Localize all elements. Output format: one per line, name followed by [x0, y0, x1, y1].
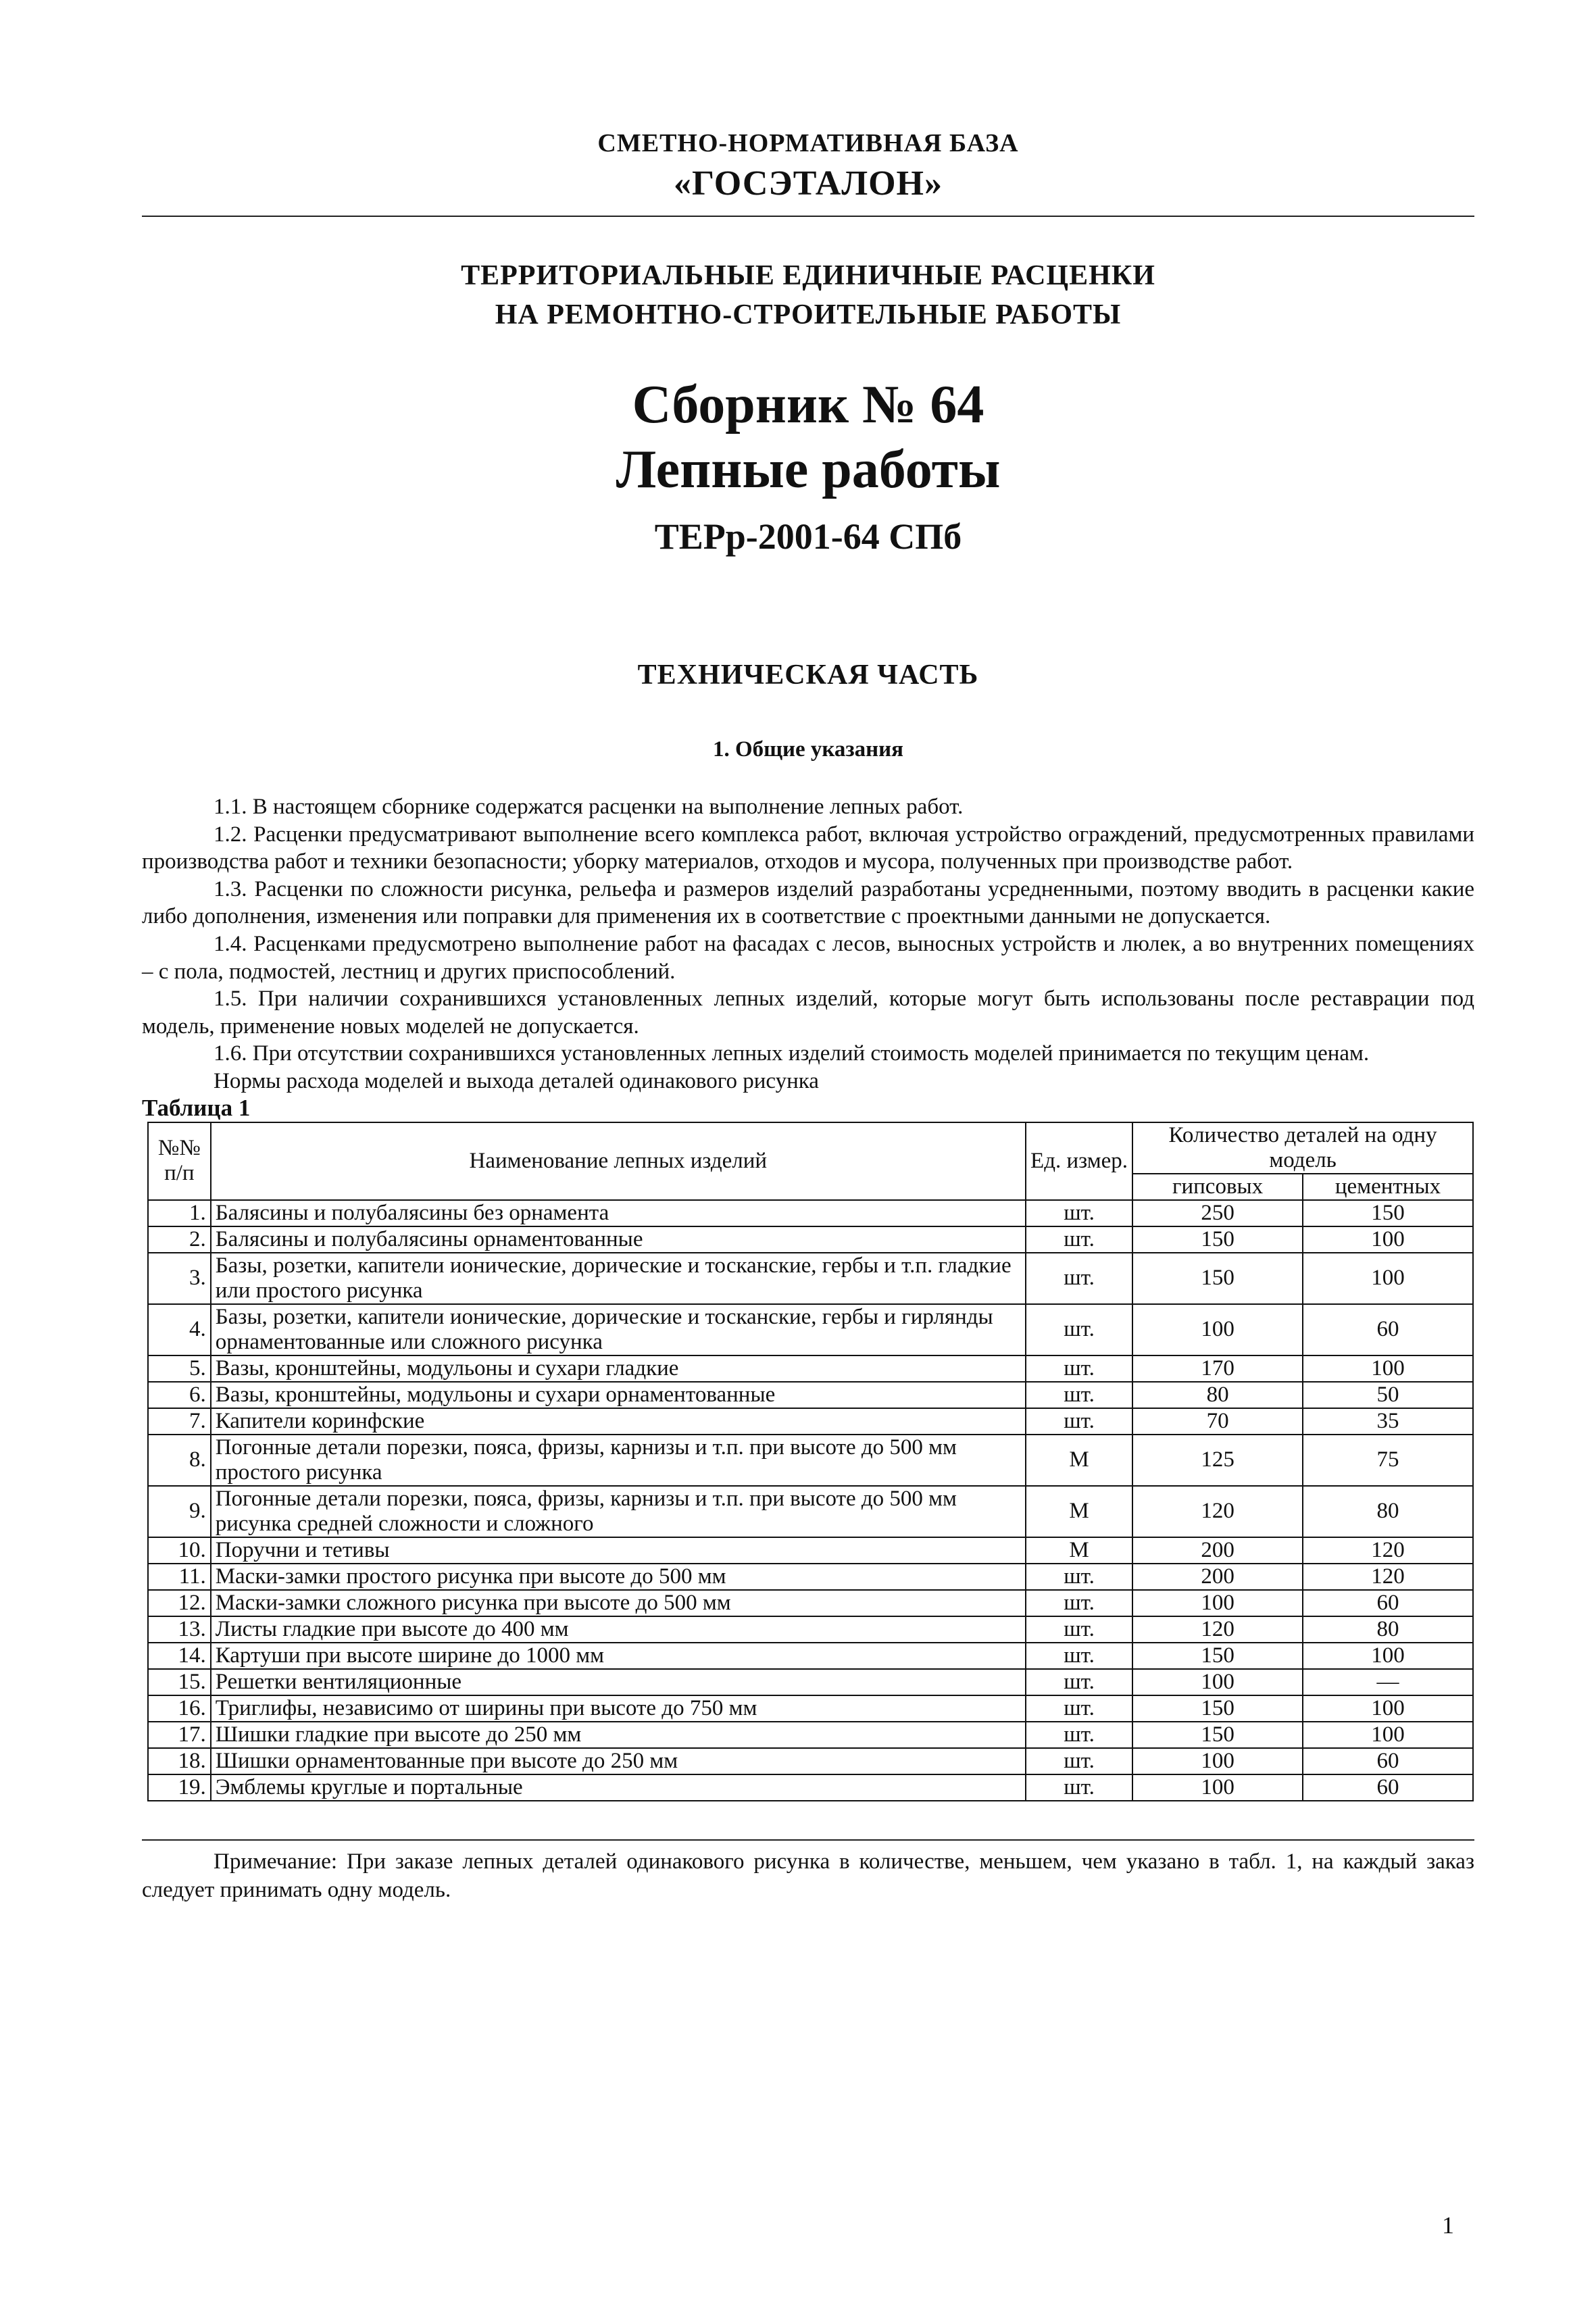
table-row: [148, 1408, 1473, 1435]
table-row: [148, 1537, 1473, 1564]
title-block: [142, 256, 1474, 334]
cement-qty: 50: [1303, 1382, 1473, 1408]
item-name: Картуши при высоте ширине до 1000 мм: [211, 1643, 1026, 1669]
table-row: [148, 1435, 1473, 1486]
paragraph-1-2: 1.2. Расценки предусматривают выполнение всего комплекса работ, включая устройство ограждений, предусмотренных правилами производства работ и техники безопасности; уборку материалов, отходов и мусора, полученных при производстве работ.: [142, 822, 1474, 874]
item-name: Шишки орнаментованные при высоте до 250 мм: [211, 1748, 1026, 1774]
item-unit: шт.: [1026, 1355, 1132, 1382]
cement-qty: 100: [1303, 1355, 1473, 1382]
col-header-number: №№ п/п: [148, 1122, 211, 1200]
gypsum-qty: 150: [1132, 1722, 1303, 1748]
row-number: 13.: [148, 1616, 211, 1643]
cement-qty: 100: [1303, 1695, 1473, 1722]
gypsum-qty: 100: [1132, 1774, 1303, 1801]
gypsum-qty: 150: [1132, 1226, 1303, 1253]
table-row: [148, 1382, 1473, 1408]
document-page: [142, 128, 1474, 1904]
table-footnote: Примечание: При заказе лепных деталей одинакового рисунка в количестве, меньшем, чем указано в табл. 1, на каждый заказ следует принимать одну модель.: [142, 1839, 1474, 1904]
row-number: 11.: [148, 1564, 211, 1590]
header-base-name: СМЕТНО-НОРМАТИВНАЯ БАЗА: [597, 129, 1019, 157]
table-row: [148, 1564, 1473, 1590]
row-number: 6.: [148, 1382, 211, 1408]
item-name: Листы гладкие при высоте до 400 мм: [211, 1616, 1026, 1643]
item-unit: шт.: [1026, 1408, 1132, 1435]
table-label: Таблица 1: [142, 1094, 251, 1121]
technical-part-heading: ТЕХНИЧЕСКАЯ ЧАСТЬ: [637, 659, 979, 691]
row-number: 10.: [148, 1537, 211, 1564]
item-name: Погонные детали порезки, пояса, фризы, карнизы и т.п. при высоте до 500 мм рисунка средней сложности и сложного: [211, 1486, 1026, 1537]
cement-qty: 100: [1303, 1253, 1473, 1304]
item-name: Базы, розетки, капители ионические, дорические и тосканские, гербы и т.п. гладкие или простого рисунка: [211, 1253, 1026, 1304]
gypsum-qty: 150: [1132, 1253, 1303, 1304]
row-number: 4.: [148, 1304, 211, 1355]
table-row: [148, 1355, 1473, 1382]
table-row: [148, 1774, 1473, 1801]
cement-qty: 150: [1303, 1200, 1473, 1226]
cement-qty: 80: [1303, 1486, 1473, 1537]
item-name: Базы, розетки, капители ионические, дорические и тосканские, гербы и гирлянды орнаментованные или сложного рисунка: [211, 1304, 1026, 1355]
item-name: Вазы, кронштейны, модульоны и сухари гладкие: [211, 1355, 1026, 1382]
paragraph-1-4: 1.4. Расценками предусмотрено выполнение работ на фасадах с лесов, выносных устройств и люлек, а во внутренних помещениях – с пола, подмостей, лестниц и других приспособлений.: [142, 931, 1474, 984]
gypsum-qty: 120: [1132, 1486, 1303, 1537]
col-header-gypsum: гипсовых: [1132, 1174, 1303, 1200]
gypsum-qty: 150: [1132, 1695, 1303, 1722]
section-heading: 1. Общие указания: [712, 737, 904, 762]
table-row: [148, 1722, 1473, 1748]
table-row: [148, 1253, 1473, 1304]
table-row: [148, 1643, 1473, 1669]
cement-qty: —: [1303, 1669, 1473, 1695]
item-name: Балясины и полубалясины без орнамента: [211, 1200, 1026, 1226]
gypsum-qty: 200: [1132, 1537, 1303, 1564]
table-row: [148, 1304, 1473, 1355]
norms-caption: Нормы расхода моделей и выхода деталей одинакового рисунка: [214, 1068, 819, 1093]
gypsum-qty: 100: [1132, 1304, 1303, 1355]
norms-table: [147, 1122, 1474, 1801]
cement-qty: 120: [1303, 1564, 1473, 1590]
item-name: Балясины и полубалясины орнаментованные: [211, 1226, 1026, 1253]
item-unit: шт.: [1026, 1616, 1132, 1643]
paragraph-1-3: 1.3. Расценки по сложности рисунка, рельефа и размеров изделий разработаны усредненными, поэтому вводить в расценки какие либо дополнения, изменения или поправки для применения их в соответствие с проектными данными не допускается.: [142, 876, 1474, 929]
table-row: [148, 1669, 1473, 1695]
gypsum-qty: 100: [1132, 1590, 1303, 1616]
item-unit: шт.: [1026, 1382, 1132, 1408]
item-unit: шт.: [1026, 1748, 1132, 1774]
col-header-unit: Ед. измер.: [1026, 1122, 1132, 1200]
item-name: Капители коринфские: [211, 1408, 1026, 1435]
cement-qty: 80: [1303, 1616, 1473, 1643]
table-row: [148, 1226, 1473, 1253]
gypsum-qty: 80: [1132, 1382, 1303, 1408]
gypsum-qty: 100: [1132, 1748, 1303, 1774]
row-number: 5.: [148, 1355, 211, 1382]
item-unit: М: [1026, 1537, 1132, 1564]
item-unit: шт.: [1026, 1643, 1132, 1669]
item-name: Поручни и тетивы: [211, 1537, 1026, 1564]
gypsum-qty: 100: [1132, 1669, 1303, 1695]
gypsum-qty: 120: [1132, 1616, 1303, 1643]
item-name: Погонные детали порезки, пояса, фризы, карнизы и т.п. при высоте до 500 мм простого рисунка: [211, 1435, 1026, 1486]
cement-qty: 60: [1303, 1590, 1473, 1616]
gypsum-qty: 70: [1132, 1408, 1303, 1435]
table-row: [148, 1616, 1473, 1643]
col-header-quantity: Количество деталей на одну модель: [1132, 1122, 1473, 1174]
gypsum-qty: 200: [1132, 1564, 1303, 1590]
item-unit: шт.: [1026, 1669, 1132, 1695]
item-name: Шишки гладкие при высоте до 250 мм: [211, 1722, 1026, 1748]
paragraph-1-6: 1.6. При отсутствии сохранившихся установленных лепных изделий стоимость моделей принимается по текущим ценам.: [214, 1041, 1370, 1066]
collection-number: Сборник № 64: [632, 375, 984, 434]
cement-qty: 60: [1303, 1748, 1473, 1774]
paragraph-1-5: 1.5. При наличии сохранившихся установленных лепных изделий, которые могут быть использованы после реставрации под модель, применение новых моделей не допускается.: [142, 987, 1474, 1039]
row-number: 19.: [148, 1774, 211, 1801]
cement-qty: 100: [1303, 1226, 1473, 1253]
item-name: Решетки вентиляционные: [211, 1669, 1026, 1695]
col-header-name: Наименование лепных изделий: [211, 1122, 1026, 1200]
cement-qty: 100: [1303, 1722, 1473, 1748]
row-number: 7.: [148, 1408, 211, 1435]
row-number: 16.: [148, 1695, 211, 1722]
collection-block: [142, 372, 1474, 502]
cement-qty: 35: [1303, 1408, 1473, 1435]
cement-qty: 75: [1303, 1435, 1473, 1486]
item-name: Триглифы, независимо от ширины при высоте до 750 мм: [211, 1695, 1026, 1722]
item-unit: шт.: [1026, 1253, 1132, 1304]
table-row: [148, 1200, 1473, 1226]
table-row: [148, 1590, 1473, 1616]
row-number: 14.: [148, 1643, 211, 1669]
cement-qty: 120: [1303, 1537, 1473, 1564]
table-row: [148, 1486, 1473, 1537]
item-name: Маски-замки сложного рисунка при высоте до 500 мм: [211, 1590, 1026, 1616]
row-number: 15.: [148, 1669, 211, 1695]
collection-name: Лепные работы: [616, 440, 1001, 499]
item-unit: шт.: [1026, 1564, 1132, 1590]
table-row: [148, 1748, 1473, 1774]
item-unit: шт.: [1026, 1304, 1132, 1355]
row-number: 18.: [148, 1748, 211, 1774]
row-number: 9.: [148, 1486, 211, 1537]
row-number: 3.: [148, 1253, 211, 1304]
paragraph-1-1: 1.1. В настоящем сборнике содержатся расценки на выполнение лепных работ.: [214, 795, 964, 819]
item-name: Вазы, кронштейны, модульоны и сухари орнаментованные: [211, 1382, 1026, 1408]
page-number: 1: [1442, 2212, 1454, 2239]
col-header-cement: цементных: [1303, 1174, 1473, 1200]
item-unit: М: [1026, 1486, 1132, 1537]
gypsum-qty: 125: [1132, 1435, 1303, 1486]
item-unit: шт.: [1026, 1226, 1132, 1253]
item-name: Маски-замки простого рисунка при высоте до 500 мм: [211, 1564, 1026, 1590]
item-unit: шт.: [1026, 1722, 1132, 1748]
cement-qty: 60: [1303, 1304, 1473, 1355]
item-unit: М: [1026, 1435, 1132, 1486]
cement-qty: 100: [1303, 1643, 1473, 1669]
item-unit: шт.: [1026, 1774, 1132, 1801]
item-unit: шт.: [1026, 1590, 1132, 1616]
item-unit: шт.: [1026, 1200, 1132, 1226]
gypsum-qty: 170: [1132, 1355, 1303, 1382]
row-number: 2.: [148, 1226, 211, 1253]
gypsum-qty: 150: [1132, 1643, 1303, 1669]
row-number: 1.: [148, 1200, 211, 1226]
item-unit: шт.: [1026, 1695, 1132, 1722]
row-number: 17.: [148, 1722, 211, 1748]
general-instructions: [142, 793, 1474, 1068]
header-gosetalon: «ГОСЭТАЛОН»: [674, 164, 943, 203]
collection-code: ТЕРр-2001-64 СПб: [654, 516, 962, 557]
header-divider: [142, 216, 1474, 217]
norms-table-body: [148, 1200, 1473, 1801]
cement-qty: 60: [1303, 1774, 1473, 1801]
gypsum-qty: 250: [1132, 1200, 1303, 1226]
title-line-2: НА РЕМОНТНО-СТРОИТЕЛЬНЫЕ РАБОТЫ: [495, 299, 1122, 330]
title-line-1: ТЕРРИТОРИАЛЬНЫЕ ЕДИНИЧНЫЕ РАСЦЕНКИ: [461, 260, 1155, 291]
row-number: 12.: [148, 1590, 211, 1616]
table-row: [148, 1695, 1473, 1722]
item-name: Эмблемы круглые и портальные: [211, 1774, 1026, 1801]
row-number: 8.: [148, 1435, 211, 1486]
